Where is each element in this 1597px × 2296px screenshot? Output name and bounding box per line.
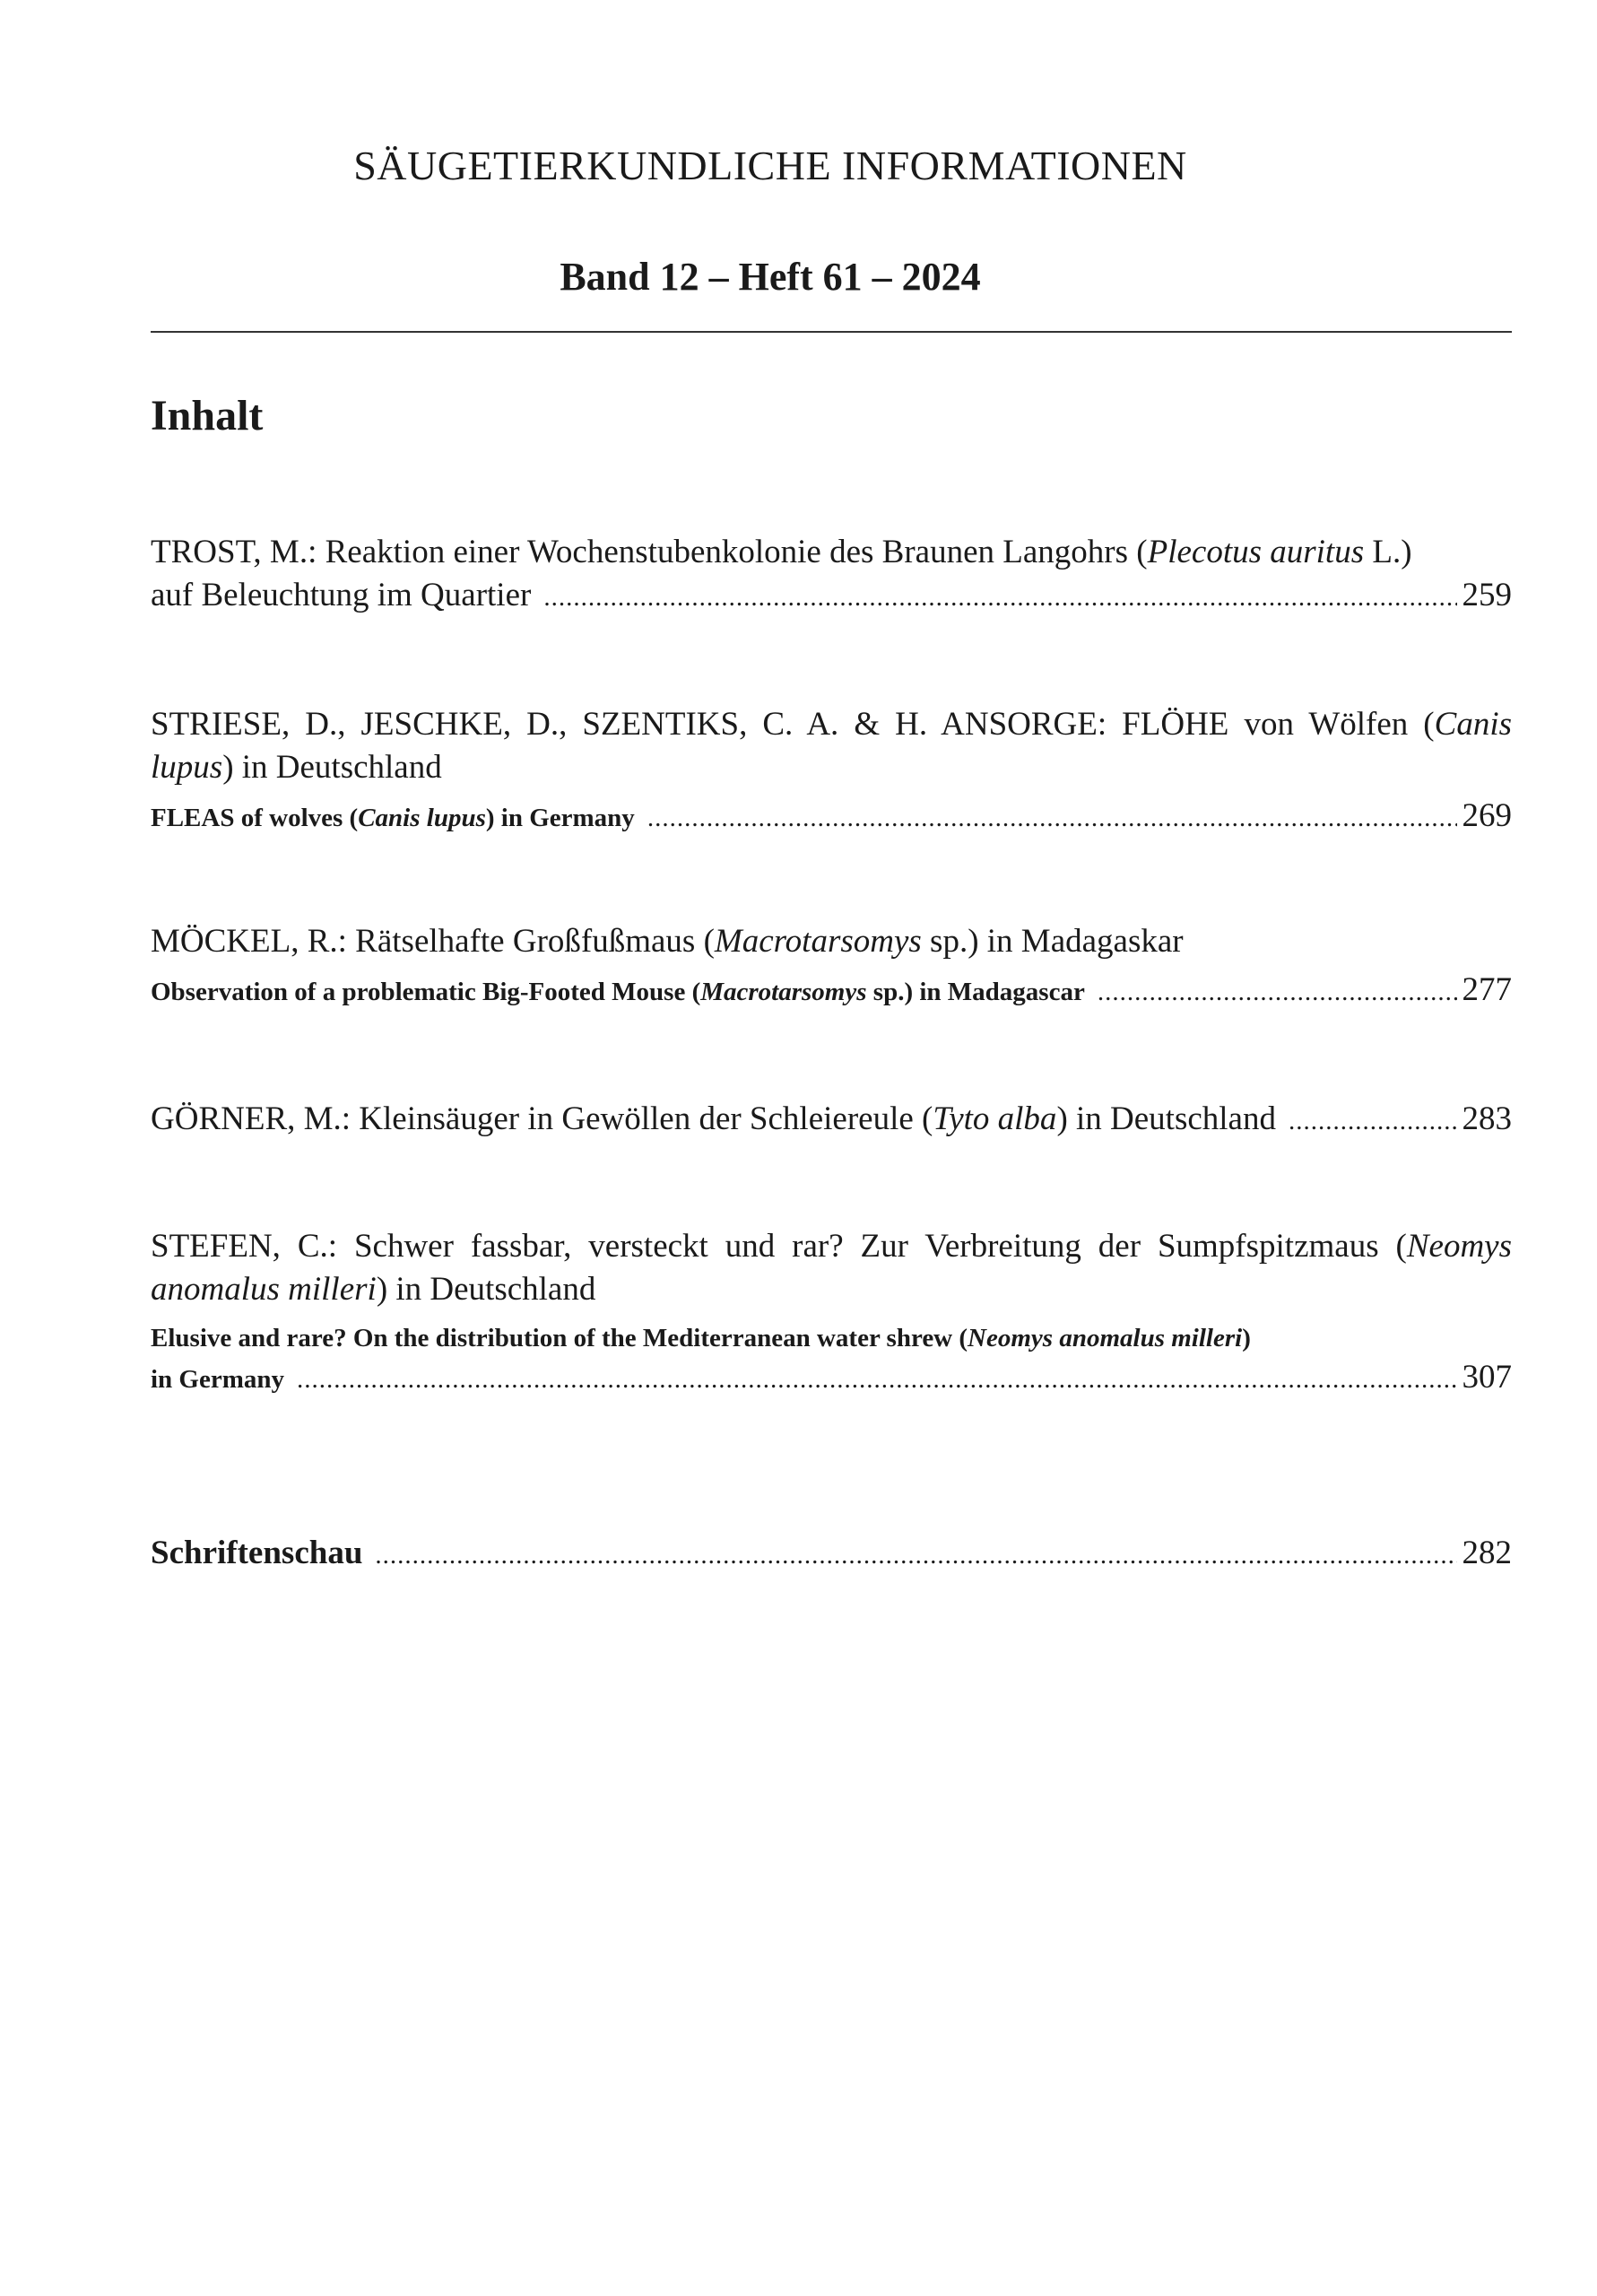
page-number: 282 bbox=[1462, 1535, 1512, 1571]
entry-text: in Germany bbox=[151, 1365, 285, 1394]
species-name: Macrotarsomys bbox=[700, 978, 867, 1006]
entry-title-line bbox=[151, 746, 1512, 789]
entry-english-line bbox=[151, 1318, 1512, 1358]
species-name: Neomys bbox=[1406, 1228, 1512, 1265]
entry-title-line bbox=[151, 703, 1512, 746]
entry-title-line bbox=[151, 531, 1512, 574]
page-number: 269 bbox=[1462, 797, 1512, 834]
entry-english-line bbox=[151, 1358, 1512, 1396]
entry-text: ) in Deutschland bbox=[1056, 1100, 1276, 1137]
entry-text: STRIESE, D., JESCHKE, D., SZENTIKS, C. A. & H. ANSORGE: FLÖHE von Wölfen ( bbox=[151, 706, 1435, 743]
toc-entry-moeckel bbox=[151, 920, 1512, 1009]
species-name: Macrotarsomys bbox=[714, 923, 922, 960]
entry-text: sp.) in Madagaskar bbox=[921, 923, 1184, 960]
entry-text: L.) bbox=[1364, 534, 1412, 570]
entry-english-line bbox=[151, 796, 1512, 835]
entry-text: ) bbox=[1242, 1324, 1251, 1352]
toc-entry-trost bbox=[151, 531, 1512, 619]
journal-title: SÄUGETIERKUNDLICHE INFORMATIONEN bbox=[353, 143, 1187, 188]
entry-text: TROST, M.: Reaktion einer Wochenstubenkolonie des Braunen Langohrs ( bbox=[151, 534, 1148, 570]
species-name: Canis bbox=[1434, 706, 1512, 743]
entry-text: FLEAS of wolves ( bbox=[151, 804, 359, 832]
leader-dots bbox=[543, 574, 1456, 619]
toc-entry-review bbox=[151, 1534, 1512, 1572]
entry-title bbox=[151, 1098, 1276, 1141]
entry-english-line bbox=[151, 970, 1512, 1009]
entry-leader-line bbox=[151, 1534, 1512, 1572]
toc-entry-stefen bbox=[151, 1225, 1512, 1396]
issue-line: Band 12 – Heft 61 – 2024 bbox=[560, 255, 981, 299]
entry-text: sp.) in Madagascar bbox=[866, 978, 1085, 1006]
leader-dots bbox=[297, 1365, 1456, 1395]
entry-title-line bbox=[151, 920, 1512, 963]
leader-dots bbox=[375, 1541, 1456, 1570]
review-label: Schriftenschau bbox=[151, 1535, 363, 1571]
entry-title-line bbox=[151, 1268, 1512, 1311]
entry-title-line bbox=[151, 1225, 1512, 1268]
page-number: 307 bbox=[1462, 1359, 1512, 1396]
species-name: lupus bbox=[151, 749, 223, 786]
species-name: Neomys anomalus milleri bbox=[968, 1324, 1243, 1352]
english-title bbox=[151, 804, 635, 833]
page-number: 283 bbox=[1462, 1100, 1512, 1137]
leader-dots bbox=[1098, 978, 1457, 1007]
species-name: anomalus milleri bbox=[151, 1271, 377, 1308]
entry-text: ) in Deutschland bbox=[376, 1271, 596, 1308]
entry-text: Elusive and rare? On the distribution of the Mediterranean water shrew ( bbox=[151, 1324, 968, 1352]
entry-text: auf Beleuchtung im Quartier bbox=[151, 577, 532, 613]
entry-text: STEFEN, C.: Schwer fassbar, versteckt und rar? Zur Verbreitung der Sumpfspitzmaus ( bbox=[151, 1228, 1407, 1265]
species-name: Tyto alba bbox=[933, 1100, 1057, 1137]
entry-text: GÖRNER, M.: Kleinsäuger in Gewöllen der Schleiereule ( bbox=[151, 1100, 933, 1137]
header-divider bbox=[151, 331, 1512, 333]
species-name: Canis lupus bbox=[358, 804, 486, 832]
entry-text: Observation of a problematic Big-Footed Mouse ( bbox=[151, 978, 701, 1006]
page-number: 277 bbox=[1462, 971, 1512, 1008]
leader-dots bbox=[647, 804, 1457, 833]
entry-text: ) in Germany bbox=[485, 804, 635, 832]
entry-leader-line bbox=[151, 1098, 1512, 1143]
contents-heading: Inhalt bbox=[151, 392, 264, 439]
toc-entry-striese bbox=[151, 703, 1512, 835]
leader-dots bbox=[1289, 1098, 1457, 1143]
entry-text: ) in Deutschland bbox=[222, 749, 442, 786]
page-number: 259 bbox=[1462, 577, 1512, 613]
entry-text: MÖCKEL, R.: Rätselhafte Großfußmaus ( bbox=[151, 923, 715, 960]
english-title bbox=[151, 978, 1085, 1007]
species-name: Plecotus auritus bbox=[1147, 534, 1365, 570]
entry-leader-line bbox=[151, 574, 1512, 619]
toc-entry-goerner bbox=[151, 1098, 1512, 1143]
